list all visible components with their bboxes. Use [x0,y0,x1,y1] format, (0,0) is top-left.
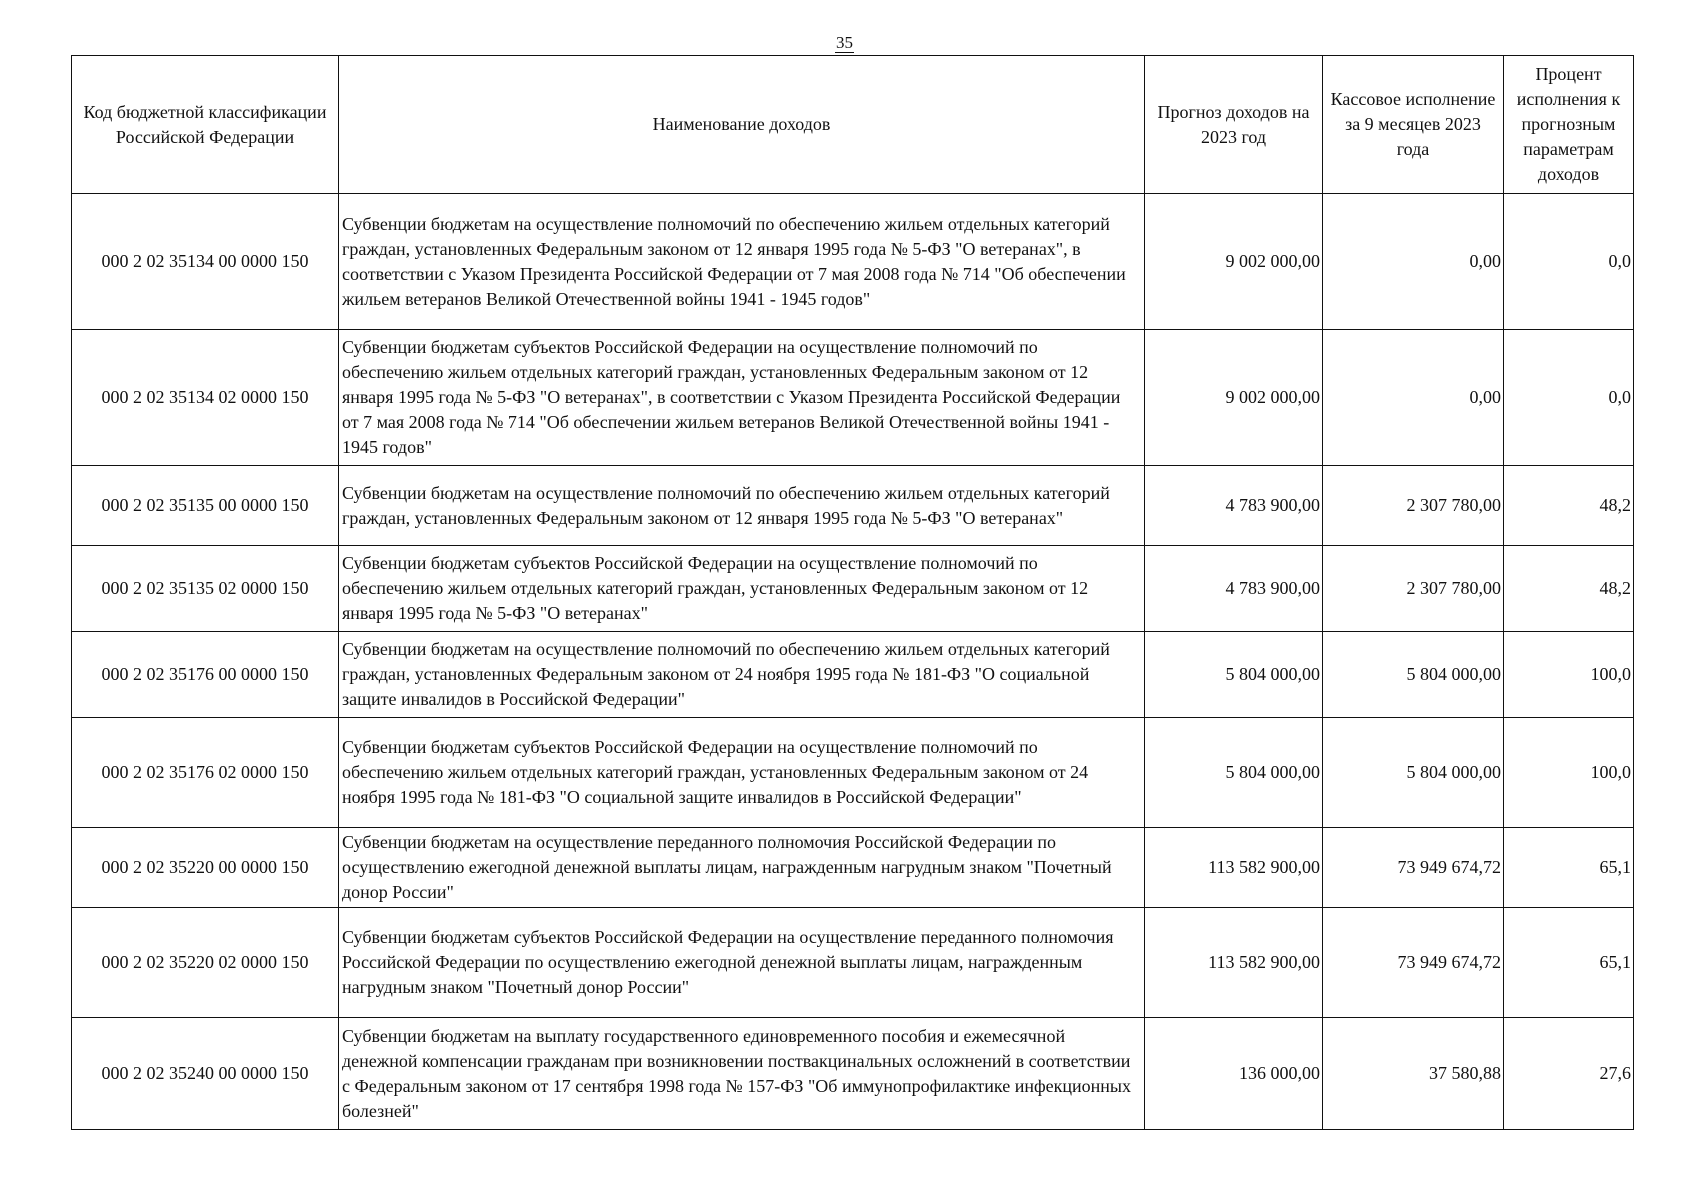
row-forecast: 113 582 900,00 [1145,908,1323,1018]
table-row [72,466,1634,546]
row-name: Субвенции бюджетам на осуществление переданного полномочия Российской Федерации по осуществлению ежегодной денежной выплаты лицам, награжденным нагрудным знаком "Почетный донор России" [339,828,1145,908]
row-percent: 65,1 [1504,908,1634,1018]
row-percent: 27,6 [1504,1018,1634,1130]
row-code: 000 2 02 35134 02 0000 150 [72,330,339,466]
row-percent: 48,2 [1504,466,1634,546]
header-code: Код бюджетной классификации Российской Федерации [72,56,339,194]
table-row [72,718,1634,828]
table-row [72,546,1634,632]
row-name: Субвенции бюджетам субъектов Российской Федерации на осуществление переданного полномочия Российской Федерации по осуществлению ежегодной денежной выплаты лицам, награжденным нагрудным знаком "Почетный донор России" [339,908,1145,1018]
row-forecast: 5 804 000,00 [1145,632,1323,718]
row-forecast: 9 002 000,00 [1145,194,1323,330]
row-code: 000 2 02 35220 02 0000 150 [72,908,339,1018]
row-name: Субвенции бюджетам на осуществление полномочий по обеспечению жильем отдельных категорий граждан, установленных Федеральным законом от 12 января 1995 года № 5-ФЗ "О ветеранах", в соответствии с Указом Президента Российской Федерации от 7 мая 2008 года № 714 "Об обеспечении жильем ветеранов Великой Отечественной войны 1941 - 1945 годов" [339,194,1145,330]
row-percent: 0,0 [1504,330,1634,466]
table-header-row [72,56,1634,194]
row-forecast: 4 783 900,00 [1145,466,1323,546]
row-forecast: 113 582 900,00 [1145,828,1323,908]
row-executed: 0,00 [1323,330,1504,466]
row-executed: 2 307 780,00 [1323,546,1504,632]
row-forecast: 5 804 000,00 [1145,718,1323,828]
table-row [72,828,1634,908]
row-forecast: 136 000,00 [1145,1018,1323,1130]
row-forecast: 9 002 000,00 [1145,330,1323,466]
table-row [72,632,1634,718]
row-executed: 0,00 [1323,194,1504,330]
row-percent: 100,0 [1504,632,1634,718]
row-percent: 100,0 [1504,718,1634,828]
page-number: 35 [836,33,853,52]
row-code: 000 2 02 35135 00 0000 150 [72,466,339,546]
row-code: 000 2 02 35220 00 0000 150 [72,828,339,908]
row-code: 000 2 02 35135 02 0000 150 [72,546,339,632]
row-executed: 37 580,88 [1323,1018,1504,1130]
row-name: Субвенции бюджетам субъектов Российской Федерации на осуществление полномочий по обеспечению жильем отдельных категорий граждан, установленных Федеральным законом от 24 ноября 1995 года № 181-ФЗ "О социальной защите инвалидов в Российской Федерации" [339,718,1145,828]
row-code: 000 2 02 35176 00 0000 150 [72,632,339,718]
header-name: Наименование доходов [339,56,1145,194]
row-executed: 2 307 780,00 [1323,466,1504,546]
header-percent: Процент исполнения к прогнозным параметрам доходов [1504,56,1634,194]
table-row [72,908,1634,1018]
row-code: 000 2 02 35134 00 0000 150 [72,194,339,330]
header-executed: Кассовое исполнение за 9 месяцев 2023 года [1323,56,1504,194]
row-name: Субвенции бюджетам субъектов Российской Федерации на осуществление полномочий по обеспечению жильем отдельных категорий граждан, установленных Федеральным законом от 12 января 1995 года № 5-ФЗ "О ветеранах" [339,546,1145,632]
header-forecast: Прогноз доходов на 2023 год [1145,56,1323,194]
row-percent: 48,2 [1504,546,1634,632]
row-name: Субвенции бюджетам субъектов Российской Федерации на осуществление полномочий по обеспечению жильем отдельных категорий граждан, установленных Федеральным законом от 12 января 1995 года № 5-ФЗ "О ветеранах", в соответствии с Указом Президента Российской Федерации от 7 мая 2008 года № 714 "Об обеспечении жильем ветеранов Великой Отечественной войны 1941 - 1945 годов" [339,330,1145,466]
row-code: 000 2 02 35176 02 0000 150 [72,718,339,828]
row-forecast: 4 783 900,00 [1145,546,1323,632]
row-executed: 73 949 674,72 [1323,828,1504,908]
table-row [72,194,1634,330]
row-name: Субвенции бюджетам на выплату государственного единовременного пособия и ежемесячной денежной компенсации гражданам при возникновении поствакцинальных осложнений в соответствии с Федеральным законом от 17 сентября 1998 года № 157-ФЗ "Об иммунопрофилактике инфекционных болезней" [339,1018,1145,1130]
row-executed: 73 949 674,72 [1323,908,1504,1018]
row-percent: 0,0 [1504,194,1634,330]
row-name: Субвенции бюджетам на осуществление полномочий по обеспечению жильем отдельных категорий граждан, установленных Федеральным законом от 24 ноября 1995 года № 181-ФЗ "О социальной защите инвалидов в Российской Федерации" [339,632,1145,718]
table-row [72,1018,1634,1130]
row-executed: 5 804 000,00 [1323,718,1504,828]
row-percent: 65,1 [1504,828,1634,908]
row-executed: 5 804 000,00 [1323,632,1504,718]
table-row [72,330,1634,466]
income-table [71,55,1634,1130]
row-name: Субвенции бюджетам на осуществление полномочий по обеспечению жильем отдельных категорий граждан, установленных Федеральным законом от 12 января 1995 года № 5-ФЗ "О ветеранах" [339,466,1145,546]
row-code: 000 2 02 35240 00 0000 150 [72,1018,339,1130]
